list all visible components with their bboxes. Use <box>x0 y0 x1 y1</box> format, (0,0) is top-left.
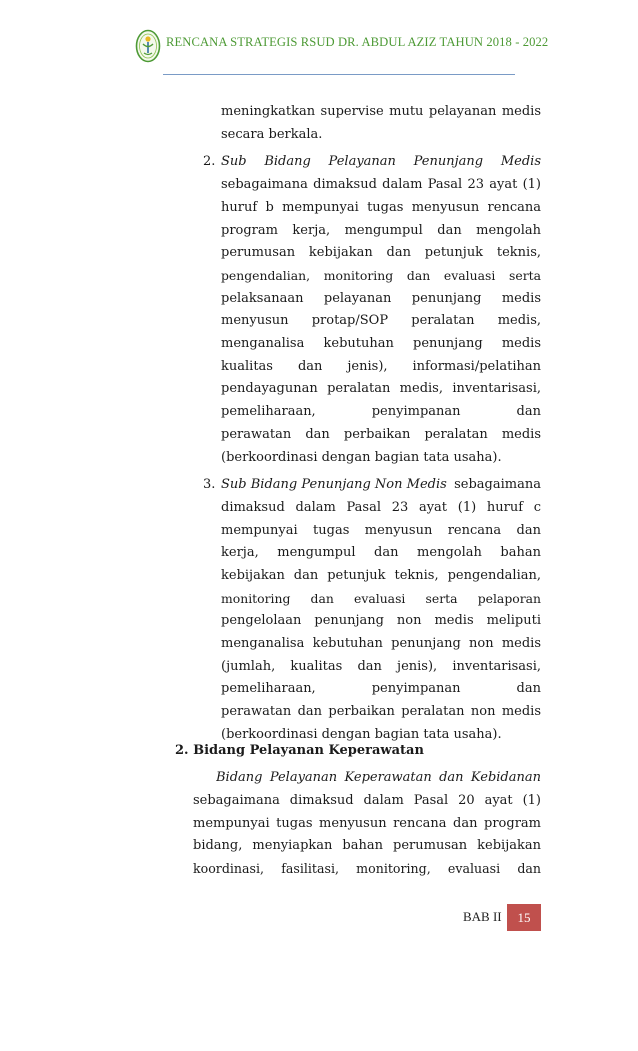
item3-line: kebijakan dan petunjuk teknis, pengendalian, <box>221 568 541 583</box>
hospital-logo-icon <box>135 29 161 63</box>
section2-line: koordinasi, fasilitasi, monitoring, evaluasi dan <box>193 861 541 876</box>
section2-first-line: Bidang Pelayanan Keperawatan dan Kebidanan <box>216 770 541 785</box>
list-item-number: 3. <box>203 477 216 492</box>
item2-line: sebagaimana dimaksud dalam Pasal 23 ayat (1) <box>221 177 541 192</box>
item2-line: menyusun protap/SOP peralatan medis, <box>221 313 541 328</box>
item3-line: kerja, mengumpul dan mengolah bahan <box>221 545 541 560</box>
list-item-number: 2. <box>203 154 216 169</box>
item3-line: (jumlah, kualitas dan jenis), inventarisasi, <box>221 659 541 674</box>
item3-title: Sub Bidang Penunjang Non Medis <box>221 477 447 492</box>
item2-line: pengendalian, monitoring dan evaluasi serta <box>221 268 541 283</box>
page-header <box>0 0 638 80</box>
item3-line: pemeliharaan, penyimpanan dan <box>221 681 541 696</box>
item3-line: (berkoordinasi dengan bagian tata usaha). <box>221 727 502 742</box>
section2-line: sebagaimana dimaksud dalam Pasal 20 ayat (1) <box>193 793 541 808</box>
item3-line: monitoring dan evaluasi serta pelaporan <box>221 591 541 606</box>
section2-line: bidang, menyiapkan bahan perumusan kebijakan <box>193 838 541 853</box>
item2-title: Sub Bidang Pelayanan Penunjang Medis <box>221 154 541 169</box>
footer-chapter-label: BAB II <box>463 909 502 924</box>
item3-line: pengelolaan penunjang non medis meliputi <box>221 613 541 628</box>
item2-line: (berkoordinasi dengan bagian tata usaha). <box>221 450 502 465</box>
item2-line: pendayagunan peralatan medis, inventarisasi, <box>221 381 541 396</box>
item3-line: dimaksud dalam Pasal 23 ayat (1) huruf c <box>221 500 541 515</box>
page-number-badge: 15 <box>507 904 541 931</box>
item3-title-rest: sebagaimana <box>454 477 541 492</box>
item3-line: mempunyai tugas menyusun rencana dan <box>221 523 541 538</box>
section-heading: 2. Bidang Pelayanan Keperawatan <box>175 743 424 758</box>
header-title: RENCANA STRATEGIS RSUD DR. ABDUL AZIZ TAHUN 2018 - 2022 <box>166 35 549 49</box>
item3-line: perawatan dan perbaikan peralatan non medis <box>221 704 541 719</box>
item2-line: perawatan dan perbaikan peralatan medis <box>221 427 541 442</box>
header-divider <box>163 74 515 75</box>
item2-line: menganalisa kebutuhan penunjang medis <box>221 336 541 351</box>
item2-line: kualitas dan jenis), informasi/pelatihan <box>221 359 541 374</box>
item2-line: pemeliharaan, penyimpanan dan <box>221 404 541 419</box>
section2-line: mempunyai tugas menyusun rencana dan program <box>193 816 541 831</box>
item3-line: menganalisa kebutuhan penunjang non medis <box>221 636 541 651</box>
item2-line: perumusan kebijakan dan petunjuk teknis, <box>221 245 541 260</box>
intro-line: secara berkala. <box>221 127 323 142</box>
item2-line: program kerja, mengumpul dan mengolah <box>221 223 541 238</box>
item2-line: pelaksanaan pelayanan penunjang medis <box>221 291 541 306</box>
intro-line: meningkatkan supervise mutu pelayanan medis <box>221 104 541 119</box>
item2-line: huruf b mempunyai tugas menyusun rencana <box>221 200 541 215</box>
item3-title-line <box>221 474 541 496</box>
